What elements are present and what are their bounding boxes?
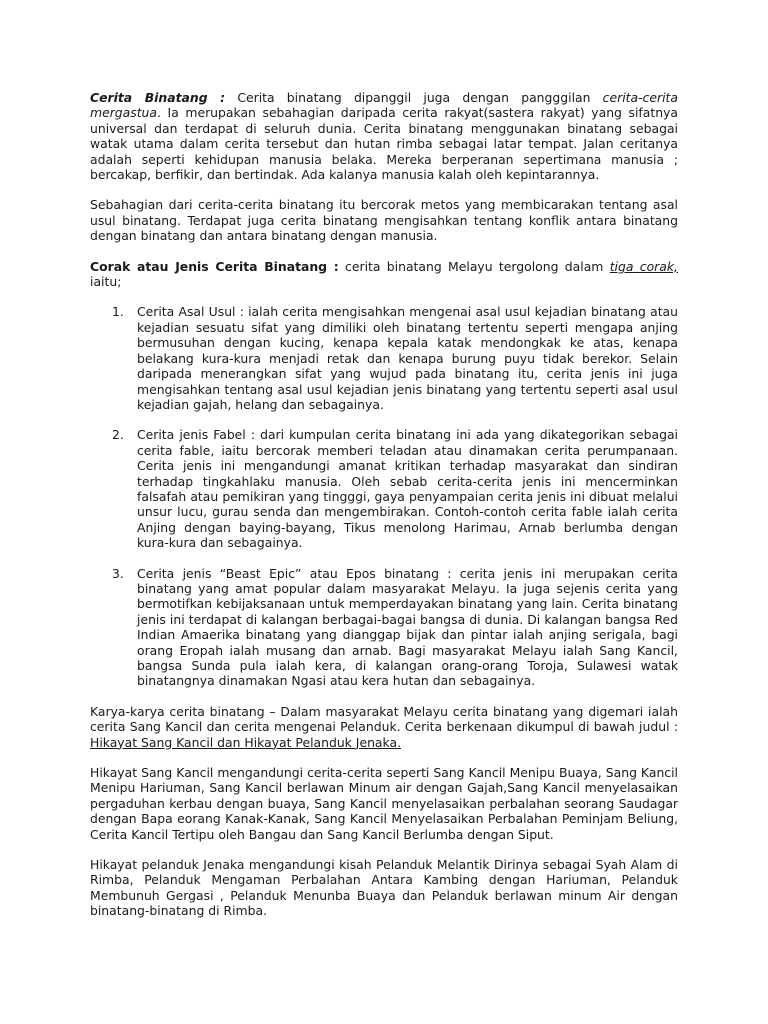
list-item-text: Cerita jenis “Beast Epic” atau Epos binatang : cerita jenis ini merupakan cerita binatang yang amat popular dalam masyarakat Melayu. Ia juga sejenis cerita yang bermotifkan kebijaksanaan untuk memperdayakan binatang yang lain. Cerita binatang jenis ini terdapat di kalangan berbagai-bagai bangsa di dunia. Di kalangan bangsa Red Indian Amaerika binatang yang dianggap bijak dan pintar ialah anjing serigala, bagi orang Eropah ialah musang dan arnab. Bagi masyarakat Melayu ialah Sang Kancil, bangsa Sunda pula ialah kera, di kalangan orang-orang Toroja, Sulawesi watak binatangnya dinamakan Ngasi atau kera hutan dan sebagainya. — [137, 565, 678, 689]
list-item — [112, 304, 678, 412]
list-item — [112, 427, 678, 551]
intro-paragraph — [90, 90, 678, 182]
corak-tail: iaitu; — [90, 274, 122, 290]
hikayat-pelanduk-paragraph: Hikayat pelanduk Jenaka mengandungi kisah Pelanduk Melantik Dirinya sebagai Syah Alam di Rimba, Pelanduk Mengaman Perbalahan Antara Kambing dengan Hariuman, Pelanduk Membunuh Gergasi , Pelanduk Menunba Buaya dan Pelanduk berlawan minum Air dengan binatang-binatang di Rimba. — [90, 857, 678, 919]
karya-paragraph — [90, 704, 678, 750]
list-item — [112, 565, 678, 689]
karya-text: Karya-karya cerita binatang – Dalam masyarakat Melayu cerita binatang yang digemari ialah cerita Sang Kancil dan cerita mengenai Pelanduk. Cerita berkenaan dikumpul di bawah judul : — [90, 703, 678, 735]
intro-term: Cerita Binatang : — [90, 90, 226, 105]
list-item-text: Cerita Asal Usul : ialah cerita mengisahkan mengenai asal usul kejadian binatang atau kejadian sesuatu sifat yang dimiliki oleh binatang tertentu seperti mengapa anjing bermusuhan dengan kucing, kenapa kepala katak mendongkak ke atas, kenapa belakang kura-kura menjadi retak dan kenapa burung puyu tidak berekor. Selain daripada menerangkan sifat yang wujud pada binatang itu, cerita jenis ini juga mengisahkan tentang asal usul kejadian jenis binatang yang tertentu seperti asal usul kejadian gajah, helang dan sebagainya. — [137, 304, 678, 412]
list-item-number: 1. — [112, 304, 124, 320]
hikayat-kancil-paragraph: Hikayat Sang Kancil mengandungi cerita-cerita seperti Sang Kancil Menipu Buaya, Sang Kancil Menipu Hariuman, Sang Kancil berlawan Minum air dengan Gajah,Sang Kancil menyelasaikan pergaduhan kerbau dengan buaya, Sang Kancil menyelasaikan perbalahan seorang Saudagar dengan Bapa eorang Kanak-Kanak, Sang Kancil Menyelasaikan Perbalahan Peminjam Beliung, Cerita Kancil Tertipu oleh Bangau dan Sang Kancil Berlumba dengan Siput. — [90, 765, 678, 842]
intro-lead: Cerita binatang dipanggil juga dengan pangggilan — [225, 90, 603, 105]
origin-paragraph: Sebahagian dari cerita-cerita binatang itu bercorak metos yang membicarakan tentang asal usul binatang. Terdapat juga cerita binatang mengisahkan tentang konflik antara binatang dengan binatang dan antara binatang dengan manusia. — [90, 197, 678, 244]
intro-alt-name: cerita-cerita mergastua — [90, 90, 678, 121]
intro-body: . Ia merupakan sebahagian daripada cerita rakyat(sastera rakyat) yang sifatnya universal dan terdapat di seluruh dunia. Cerita binatang menggunakan binatang sebagai watak utama dalam cerita tersebut dan hutan rimba sebagai latar tempat. Jalan ceritanya adalah seperti kehidupan manusia belaka. Mereka berperanan sepertimana manusia ; bercakap, berfikir, dan bertindak. Ada kalanya manusia kalah oleh kepintarannya. — [90, 105, 678, 183]
corak-emphasis: tiga corak, — [609, 258, 678, 274]
list-item-number: 2. — [112, 427, 124, 443]
corak-lead: cerita binatang Melayu tergolong dalam — [338, 258, 610, 274]
corak-intro-paragraph — [90, 259, 678, 290]
list-item-text: Cerita jenis Fabel : dari kumpulan cerita binatang ini ada yang dikategorikan sebagai cerita fable, iaitu bercorak memberi teladan atau dinamakan cerita perumpanaan. Cerita jenis ini mengandungi amanat kritikan terhadap masyarakat dan sindiran terhadap tingkahlaku manusia. Oleh sebab cerita-cerita jenis ini mencerminkan falsafah atau pemikiran yang tingggi, gaya penyampaian cerita jenis ini dibuat melalui unsur lucu, gurau senda dan mengembirakan. Contoh-contoh cerita fable ialah cerita Anjing dengan baying-bayang, Tikus menolong Harimau, Arnab berlumba dengan kura-kura dan sebagainya. — [137, 427, 678, 551]
karya-title-link: Hikayat Sang Kancil dan Hikayat Pelanduk Jenaka. — [90, 734, 402, 750]
corak-list — [90, 304, 678, 688]
corak-heading: Corak atau Jenis Cerita Binatang : — [90, 258, 339, 274]
list-item-number: 3. — [112, 565, 124, 581]
